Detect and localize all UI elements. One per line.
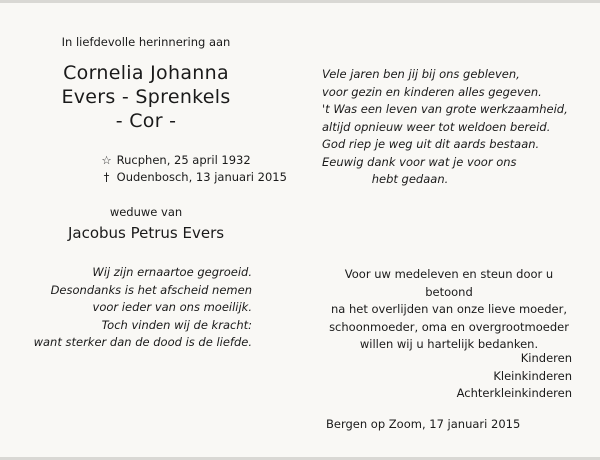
deceased-name-line2: Evers - Sprenkels <box>61 86 231 108</box>
deceased-nickname: - Cor - <box>115 110 177 132</box>
deceased-name-line1: Cornelia Johanna <box>63 62 229 84</box>
birth-line <box>100 152 251 169</box>
widow-of-label: weduwe van <box>109 205 183 219</box>
star-icon: ☆ <box>101 153 112 167</box>
thanks-line: Voor uw medeleven en steun door u betoond <box>344 267 554 299</box>
intro-text: In liefdevolle herinnering aan <box>61 35 231 49</box>
poem-line: Eeuwig dank voor wat je voor ons <box>322 154 517 169</box>
family-signature <box>457 350 572 403</box>
poem-line: 't Was een leven van grote werkzaamheid, <box>322 102 568 116</box>
family-line: Kinderen <box>520 351 572 365</box>
thanks-line: na het overlijden van onze lieve moeder, <box>330 302 568 316</box>
spouse-name: Jacobus Petrus Evers <box>67 224 225 242</box>
poem-line: altijd opnieuw weer tot weldoen bereid. <box>322 119 551 134</box>
birth-text: Rucphen, 25 april 1932 <box>116 153 251 167</box>
poem-line: hebt gedaan. <box>371 172 449 186</box>
poem-line: Wij zijn ernaartoe gegroeid. <box>92 265 252 279</box>
place-date: Bergen op Zoom, 17 januari 2015 <box>326 417 521 431</box>
thanks-text <box>326 266 572 354</box>
right-poem <box>322 66 568 189</box>
cross-icon: † <box>103 170 110 184</box>
poem-line: God riep je weg uit dit aards bestaan. <box>322 137 540 151</box>
thanks-line: willen wij u hartelijk bedanken. <box>359 337 539 351</box>
left-poem <box>34 264 252 352</box>
death-text: Oudenbosch, 13 januari 2015 <box>116 170 287 184</box>
thanks-line: schoonmoeder, oma en overgrootmoeder <box>329 319 569 334</box>
poem-line: Toch vinden wij de kracht: <box>101 317 252 332</box>
poem-line: voor ieder van ons moeilijk. <box>92 300 252 314</box>
poem-line: voor gezin en kinderen alles gegeven. <box>322 84 542 99</box>
family-line: Kleinkinderen <box>493 368 572 383</box>
card-top-edge <box>0 0 600 3</box>
poem-line: Desondanks is het afscheid nemen <box>50 282 252 297</box>
family-line: Achterkleinkinderen <box>456 386 572 400</box>
poem-line: want sterker dan de dood is de liefde. <box>33 335 252 349</box>
death-line <box>100 169 287 186</box>
poem-line: Vele jaren ben jij bij ons gebleven, <box>322 67 520 81</box>
